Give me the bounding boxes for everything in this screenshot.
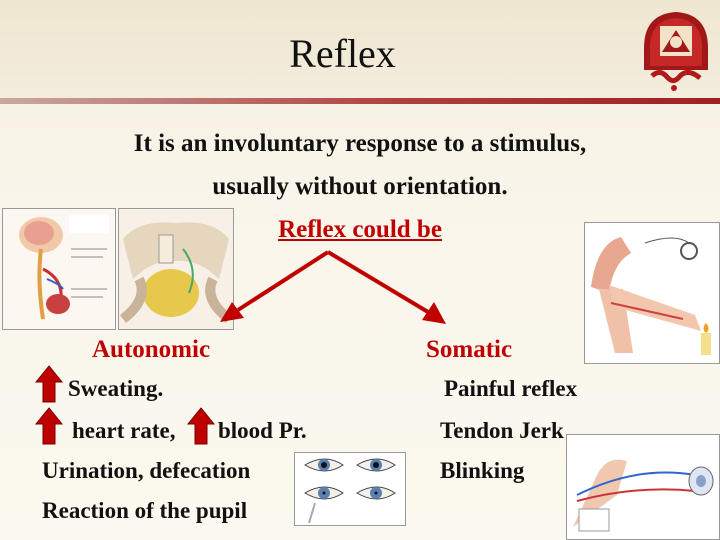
pupil-reflex-illustration bbox=[294, 452, 406, 526]
definition-line-3: Reflex could be bbox=[278, 216, 442, 243]
definition-line-2: usually without orientation. bbox=[212, 173, 508, 200]
autonomic-heading: Autonomic bbox=[92, 336, 211, 363]
arrow-to-autonomic bbox=[238, 252, 328, 310]
autonomic-item-sweating: Sweating. bbox=[68, 376, 164, 401]
arrow-head-autonomic bbox=[220, 302, 244, 322]
somatic-item-blinking: Blinking bbox=[440, 458, 525, 483]
up-arrow-icon bbox=[34, 364, 64, 404]
autonomic-item-pupil: Reaction of the pupil bbox=[42, 498, 248, 523]
autonomic-item-blood-pressure: blood Pr. bbox=[218, 418, 307, 443]
autonomic-item-urination: Urination, defecation bbox=[42, 458, 251, 483]
somatic-item-tendon-jerk: Tendon Jerk bbox=[440, 418, 564, 443]
up-arrow-icon bbox=[34, 406, 64, 446]
definition-line-1: It is an involuntary response to a stimulus, bbox=[133, 130, 587, 157]
autonomic-item-heart-rate: heart rate, bbox=[72, 418, 176, 443]
somatic-heading: Somatic bbox=[426, 336, 513, 363]
somatic-item-painful-reflex: Painful reflex bbox=[444, 376, 578, 401]
arrow-head-somatic bbox=[422, 302, 446, 324]
arrow-to-somatic bbox=[328, 252, 428, 312]
slide-title: Reflex bbox=[289, 31, 396, 76]
up-arrow-icon bbox=[186, 406, 216, 446]
